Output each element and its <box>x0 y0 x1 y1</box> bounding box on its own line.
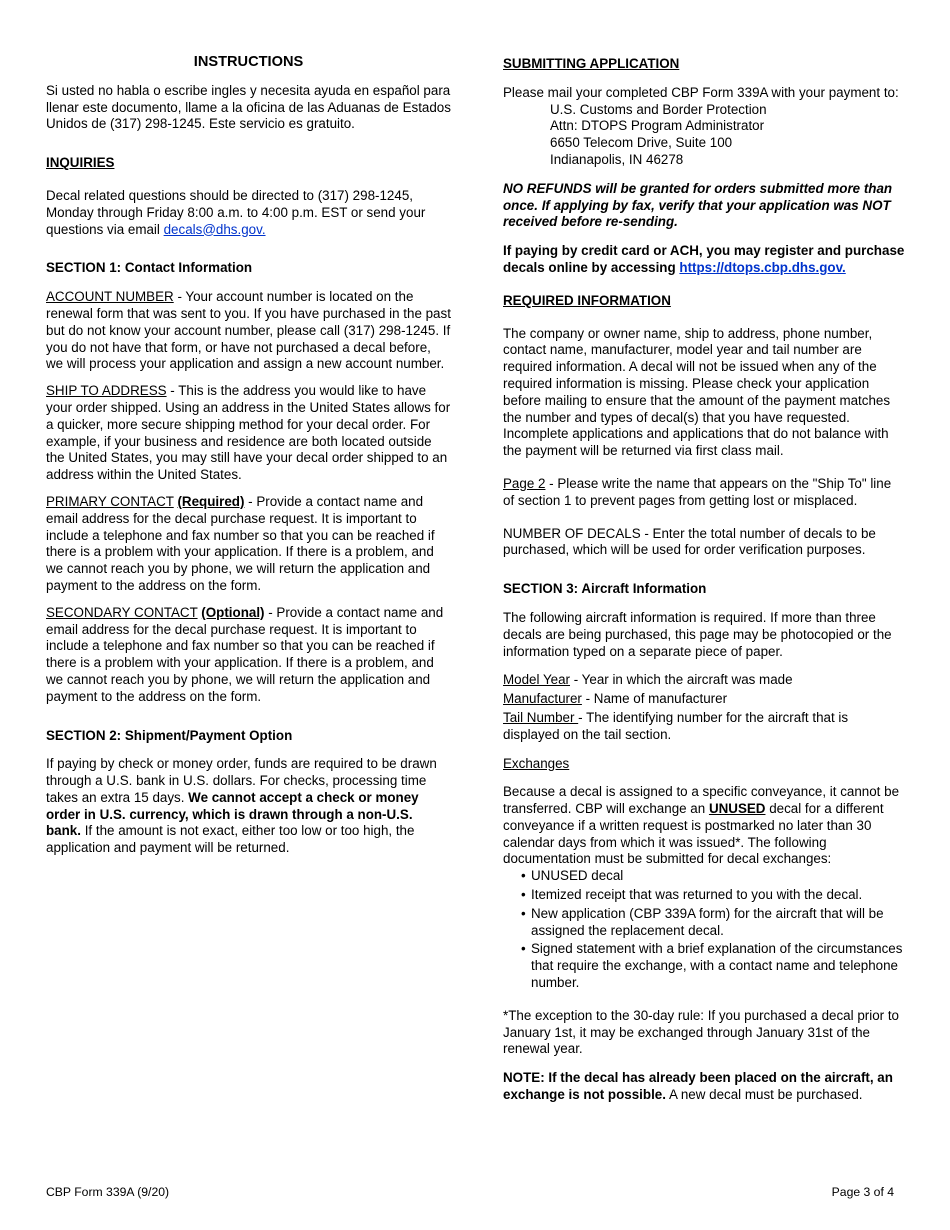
ship-to-paragraph <box>46 383 451 484</box>
list-item: • UNUSED decal <box>503 868 905 885</box>
secondary-optional: (Optional) <box>201 604 265 620</box>
account-number-text: - Your account number is located on the renewal form that was sent to you. If you have purchased in the past but do not know your account number, please call (317) 298-1245. If you do not have that form, or have not purchased a decal before, we will process your application and assign a new account number. <box>46 289 451 372</box>
tail-number-label: Tail Number <box>503 709 579 725</box>
model-year-text: - Year in which the aircraft was made <box>570 672 793 688</box>
model-year-label: Model Year <box>503 672 571 688</box>
inquiries-text: Decal related questions should be directed to (317) 298-1245, Monday through Friday 8:00 a.m. to 4:00 p.m. EST or send your questions via email <box>46 187 426 237</box>
manufacturer-text: - Name of manufacturer <box>581 691 728 707</box>
list-item: • New application (CBP 339A form) for the aircraft that will be assigned the replacement decal. <box>503 906 905 940</box>
section2-bold: We cannot accept a check or money order in U.S. currency, which is drawn through a non-U.S. bank. <box>46 789 419 839</box>
account-number-paragraph <box>46 289 451 373</box>
section2-text1: If paying by check or money order, funds are required to be drawn through a U.S. bank in U.S. dollars. For checks, processing time takes an extra 15 days. <box>46 756 437 805</box>
secondary-contact-label: SECONDARY CONTACT <box>46 604 198 620</box>
left-column <box>46 54 451 857</box>
number-of-decals-text: NUMBER OF DECALS - Enter the total number of decals to be purchased, which will be used for order verification purposes. <box>503 525 876 558</box>
page-number-footer: Page 3 of 4 <box>831 1185 894 1199</box>
ship-to-text: - This is the address you would like to have your order shipped. Using an address in the United States allows for a quicker, more secure shipping method for your decal order. For example, if your business and residence are both located outside the United States, you may still have your decal order shipped to an address within the United States. <box>46 383 451 483</box>
instructions-title: INSTRUCTIONS <box>193 54 304 70</box>
secondary-contact-text: - Provide a contact name and email address for the decal purchase request. It is important to include a telephone and fax number so that you can be reached if there is a problem with your application. If there is a problem, and we cannot reach you by phone, we will return the application and payment to the address on the form. <box>46 604 444 704</box>
form-id-footer: CBP Form 339A (9/20) <box>46 1185 170 1199</box>
primary-required: (Required) <box>177 493 245 509</box>
right-column <box>503 54 905 1104</box>
page2-label: Page 2 <box>503 475 546 491</box>
mailing-address <box>503 102 905 169</box>
model-year-line <box>503 672 905 689</box>
section2-heading: SECTION 2: Shipment/Payment Option <box>46 727 293 743</box>
exchanges-paragraph <box>503 784 905 868</box>
note-bold: NOTE: If the decal has already been placed on the aircraft, an exchange is not possible. <box>503 1070 893 1103</box>
credit-card-text: If paying by credit card or ACH, you may register and purchase decals online by accessing <box>503 243 905 275</box>
inquiries-heading: INQUIRIES <box>46 155 115 171</box>
section2-text2: If the amount is not exact, either too low or too high, the application and payment will be returned. <box>46 823 415 856</box>
required-info-text: The company or owner name, ship to address, phone number, contact name, manufacturer, model year and tail number are required information. A decal will not be issued when any of the required information is missing. Please check your application before mailing to ensure that the amount of the payment matches the number and types of decal(s) that you have requested. Incomplete applications and applications that do not balance with the payment will be returned via first class mail. <box>503 325 891 459</box>
list-item: • Signed statement with a brief explanation of the circumstances that require the exchange, with a contact name and telephone number. <box>503 941 905 991</box>
inquiries-paragraph <box>46 188 451 238</box>
note-paragraph <box>503 1070 905 1104</box>
address-line: U.S. Customs and Border Protection <box>550 101 767 117</box>
submitting-heading: SUBMITTING APPLICATION <box>503 56 680 71</box>
decals-email-link[interactable]: decals@dhs.gov. <box>163 221 266 237</box>
manufacturer-line <box>503 691 905 708</box>
credit-card-paragraph <box>503 243 905 277</box>
section2-paragraph <box>46 756 451 857</box>
primary-contact-label: PRIMARY CONTACT <box>46 493 174 509</box>
submitting-text: Please mail your completed CBP Form 339A with your payment to: <box>503 84 899 100</box>
exchanges-text2: decal for a different conveyance if a written request is postmarked no later than 30 calendar days from which it was issued*. The following documentation must be submitted for decal exchanges: <box>503 801 884 867</box>
page2-text: - Please write the name that appears on the "Ship To" line of section 1 to prevent pages from getting lost or misplaced. <box>503 475 892 508</box>
required-info-heading: REQUIRED INFORMATION <box>503 292 671 308</box>
primary-contact-paragraph <box>46 494 451 595</box>
tail-number-line <box>503 710 905 744</box>
page2-paragraph <box>503 476 905 510</box>
dtops-link[interactable]: https://dtops.cbp.dhs.gov. <box>679 259 846 275</box>
account-number-label: ACCOUNT NUMBER <box>46 289 174 305</box>
section3-heading: SECTION 3: Aircraft Information <box>503 581 707 597</box>
exchanges-heading: Exchanges <box>503 755 570 771</box>
secondary-contact-paragraph <box>46 605 451 706</box>
list-item: • Itemized receipt that was returned to you with the decal. <box>503 887 905 904</box>
primary-contact-text: - Provide a contact name and email address for the decal purchase request. It is important to include a telephone and fax number so that you can be reached if there is a problem with your application. If there is a problem, and we cannot reach you by phone, we will return the application and payment to the address on the form. <box>46 493 435 593</box>
section1-heading: SECTION 1: Contact Information <box>46 260 253 276</box>
no-refunds-notice: NO REFUNDS will be granted for orders submitted more than once. If applying by fax, verify that your application was NOT received before re-sending. <box>503 180 893 230</box>
section3-text: The following aircraft information is required. If more than three decals are being purchased, this page may be photocopied or the information typed on a separate piece of paper. <box>503 609 892 659</box>
spanish-notice: Si usted no habla o escribe ingles y necesita ayuda en español para llenar este documento, llame a la oficina de las Aduanas de Estados Unidos de (317) 298-1245. Este servicio es gratuito. <box>46 82 451 132</box>
exchanges-unused: UNUSED <box>708 801 766 817</box>
address-line: Attn: DTOPS Program Administrator <box>550 118 765 134</box>
manufacturer-label: Manufacturer <box>503 691 582 707</box>
ship-to-label: SHIP TO ADDRESS <box>46 383 167 399</box>
exchange-requirements-list <box>503 868 905 992</box>
note-text: A new decal must be purchased. <box>665 1087 863 1103</box>
exchanges-text1: Because a decal is assigned to a specific conveyance, it cannot be transferred. CBP will exchange an <box>503 784 900 817</box>
address-line: 6650 Telecom Drive, Suite 100 <box>550 135 733 151</box>
tail-number-text: - The identifying number for the aircraft that is displayed on the tail section. <box>503 709 849 742</box>
exception-text: *The exception to the 30-day rule: If you purchased a decal prior to January 1st, it may be exchanged through January 31st of the renewal year. <box>503 1007 900 1057</box>
address-line: Indianapolis, IN 46278 <box>550 151 684 167</box>
